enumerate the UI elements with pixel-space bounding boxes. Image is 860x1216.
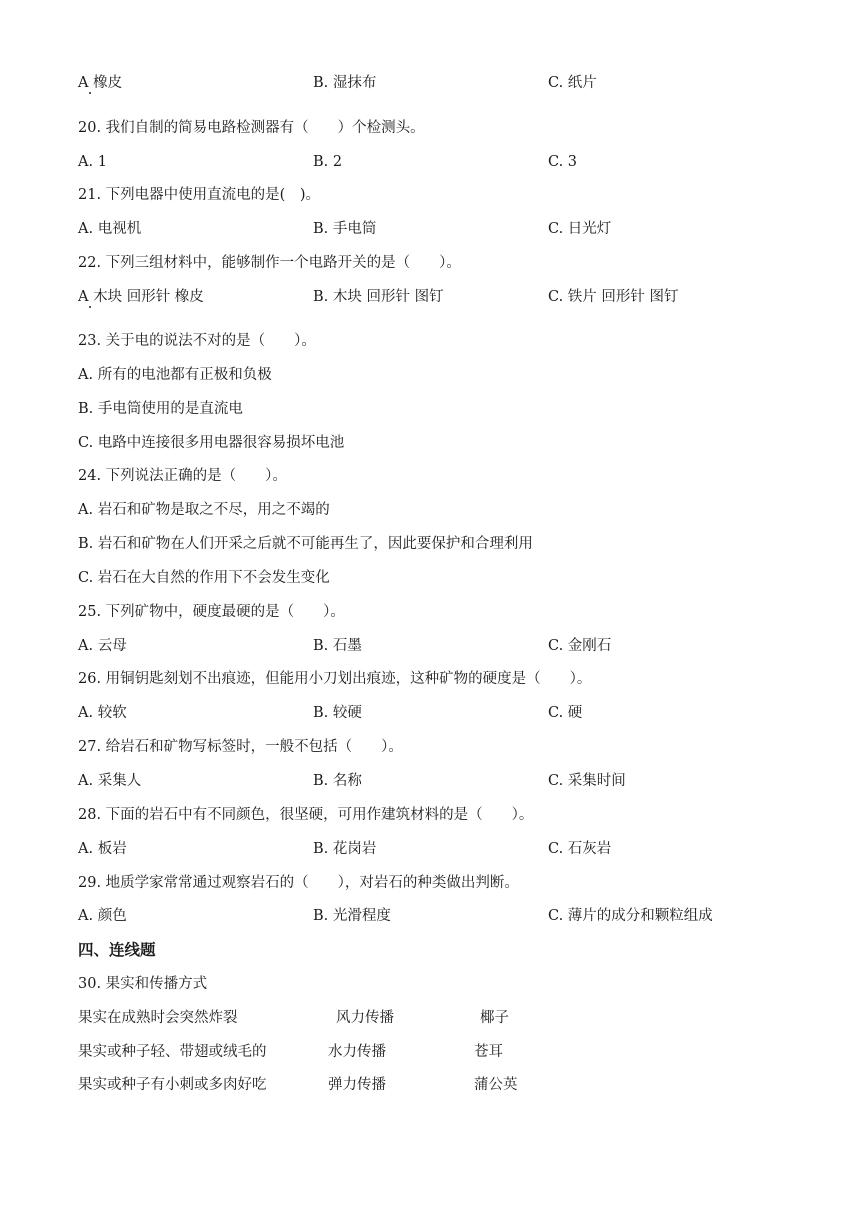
matching-left-item: 果实或种子有小刺或多肉好吃 (78, 1077, 267, 1093)
matching-right-item: 苍耳 (474, 1044, 503, 1060)
q19-option-a: A 橡皮 (78, 75, 123, 91)
matching-right-item: 蒲公英 (474, 1077, 518, 1093)
q22-option-a: A 木块 回形针 橡皮 (78, 289, 204, 305)
q21-option-a: A. 电视机 (78, 221, 142, 237)
q20-option-a: A. 1 (78, 154, 107, 170)
q29-option-a: A. 颜色 (78, 908, 127, 924)
q29-option-b: B. 光滑程度 (313, 908, 391, 924)
q22-stem: 22. 下列三组材料中，能够制作一个电路开关的是（ ）。 (78, 255, 461, 271)
q26-stem: 26. 用铜钥匙刻划不出痕迹，但能用小刀划出痕迹，这种矿物的硬度是（ ）。 (78, 671, 592, 687)
q28-stem: 28. 下面的岩石中有不同颜色，很坚硬，可用作建筑材料的是（ ）。 (78, 807, 534, 823)
q28-option-c: C. 石灰岩 (548, 841, 612, 857)
section-heading: 四、连线题 (78, 941, 156, 959)
q28-options (78, 839, 798, 859)
q21-option-c: C. 日光灯 (548, 221, 612, 237)
matching-middle-item: 水力传播 (328, 1044, 386, 1060)
q20-option-b: B. 2 (313, 154, 343, 170)
q24-option-b: B. 岩石和矿物在人们开采之后就不可能再生了，因此要保护和合理利用 (78, 536, 533, 552)
option-dot-mark (89, 306, 91, 308)
q24-option-a: A. 岩石和矿物是取之不尽，用之不竭的 (78, 502, 330, 518)
matching-row (78, 1042, 798, 1062)
q25-option-c: C. 金刚石 (548, 638, 612, 654)
q25-stem: 25. 下列矿物中，硬度最硬的是（ ）。 (78, 604, 345, 620)
matching-middle-item: 风力传播 (336, 1010, 394, 1026)
matching-left-item: 果实或种子轻、带翅或绒毛的 (78, 1044, 267, 1060)
matching-left-item: 果实在成熟时会突然炸裂 (78, 1010, 238, 1026)
q21-options (78, 219, 798, 239)
q26-option-c: C. 硬 (548, 705, 583, 721)
q27-options (78, 771, 798, 791)
q30-stem: 30. 果实和传播方式 (78, 976, 208, 992)
q25-option-a: A. 云母 (78, 638, 127, 654)
q27-stem: 27. 给岩石和矿物写标签时，一般不包括（ ）。 (78, 739, 403, 755)
q29-options (78, 906, 798, 926)
q22-option-c: C. 铁片 回形针 图钉 (548, 289, 679, 305)
q19-option-b: B. 湿抹布 (313, 75, 377, 91)
q22-options (78, 287, 798, 307)
q19-option-c: C. 纸片 (548, 75, 597, 91)
q25-options (78, 636, 798, 656)
q27-option-c: C. 采集时间 (548, 773, 626, 789)
q25-option-b: B. 石墨 (313, 638, 362, 654)
q23-option-c: C. 电路中连接很多用电器很容易损坏电池 (78, 435, 345, 451)
q23-stem: 23. 关于电的说法不对的是（ ）。 (78, 333, 316, 349)
q21-option-b: B. 手电筒 (313, 221, 377, 237)
option-dot-mark (89, 92, 91, 94)
q22-option-b: B. 木块 回形针 图钉 (313, 289, 444, 305)
matching-middle-item: 弹力传播 (328, 1077, 386, 1093)
q23-option-b: B. 手电筒使用的是直流电 (78, 401, 243, 417)
matching-right-item: 椰子 (480, 1010, 509, 1026)
q24-stem: 24. 下列说法正确的是（ ）。 (78, 468, 287, 484)
q27-option-b: B. 名称 (313, 773, 362, 789)
q21-stem: 21. 下列电器中使用直流电的是( )。 (78, 187, 320, 203)
q27-option-a: A. 采集人 (78, 773, 142, 789)
q26-option-a: A. 较软 (78, 705, 127, 721)
q24-option-c: C. 岩石在大自然的作用下不会发生变化 (78, 570, 330, 586)
q28-option-b: B. 花岗岩 (313, 841, 377, 857)
q26-options (78, 703, 798, 723)
q20-options (78, 152, 798, 172)
q23-option-a: A. 所有的电池都有正极和负极 (78, 367, 272, 383)
q29-option-c: C. 薄片的成分和颗粒组成 (548, 908, 713, 924)
q28-option-a: A. 板岩 (78, 841, 127, 857)
q20-stem: 20. 我们自制的简易电路检测器有（ ）个检测头。 (78, 120, 425, 136)
q20-option-c: C. 3 (548, 154, 578, 170)
q19-options (78, 73, 798, 93)
q29-stem: 29. 地质学家常常通过观察岩石的（ ），对岩石的种类做出判断。 (78, 875, 519, 891)
q26-option-b: B. 较硬 (313, 705, 362, 721)
matching-row (78, 1008, 798, 1028)
matching-row (78, 1075, 798, 1095)
